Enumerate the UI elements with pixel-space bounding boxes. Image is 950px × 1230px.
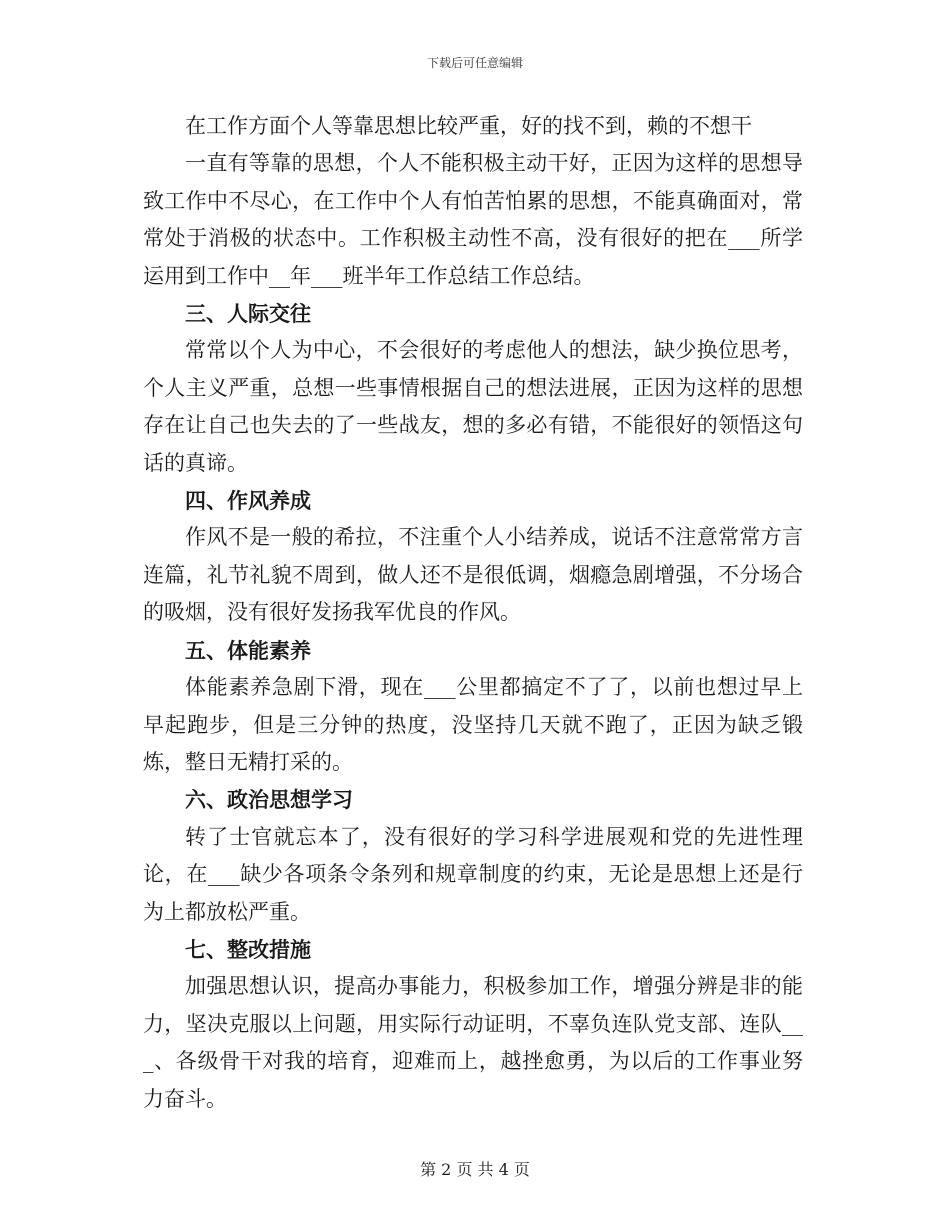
paragraph-interpersonal: 常常以个人为中心，不会很好的考虑他人的想法，缺少换位思考，个人主义严重，总想一些事情根据自己的想法进展，正因为这样的思想存在让自己也失去的了一些战友，想的多必有错，不能很好的领悟这句话的真谛。 — [143, 338, 803, 475]
paragraph-political-study: 转了士官就忘本了，没有很好的学习科学进展观和党的先进性理论，在___缺少各项条令条列和规章制度的约束，无论是思想上还是行为上都放松严重。 — [143, 824, 803, 924]
heading-work-style: 四、作风养成 — [185, 488, 311, 514]
page-header: 下载后可任意编辑 — [426, 56, 523, 70]
paragraph-physical-fitness: 体能素养急剧下滑，现在___公里都搞定不了了，以前也想过早上早起跑步，但是三分钟的热度，没坚持几天就不跑了，正因为缺乏锻炼，整日无精打采的。 — [143, 675, 803, 774]
paragraph-work-attitude: 在工作方面个人等靠思想比较严重，好的找不到，赖的不想干 — [185, 114, 752, 138]
paragraph-work-style: 作风不是一般的希拉，不注重个人小结养成，说话不注意常常方言连篇，礼节礼貌不周到，做人还不是很低调，烟瘾急剧增强，不分场合的吸烟，没有很好发扬我军优良的作风。 — [143, 525, 803, 625]
heading-political-study: 六、政治思想学习 — [185, 787, 353, 813]
paragraph-corrective-measures: 加强思想认识，提高办事能力，积极参加工作，增强分辨是非的能力，坚决克服以上问题，用实际行动证明，不辜负连队党支部、连队___、各级骨干对我的培育，迎难而上，越挫愈勇，为以后的工作事业努力奋斗。 — [143, 974, 803, 1111]
document-body — [143, 108, 803, 1118]
heading-corrective-measures: 七、整改措施 — [185, 936, 311, 962]
paragraph-waiting-mindset: 一直有等靠的思想，个人不能积极主动干好，正因为这样的思想导致工作中不尽心，在工作中个人有怕苦怕累的思想，不能真确面对，常常处于消极的状态中。工作积极主动性不高，没有很好的把在___所学运用到工作中__年___班半年工作总结工作总结。 — [143, 151, 803, 288]
heading-physical-fitness: 五、体能素养 — [185, 637, 311, 663]
heading-interpersonal: 三、人际交往 — [185, 301, 311, 327]
page-number-footer: 第 2 页 共 4 页 — [420, 1160, 530, 1179]
